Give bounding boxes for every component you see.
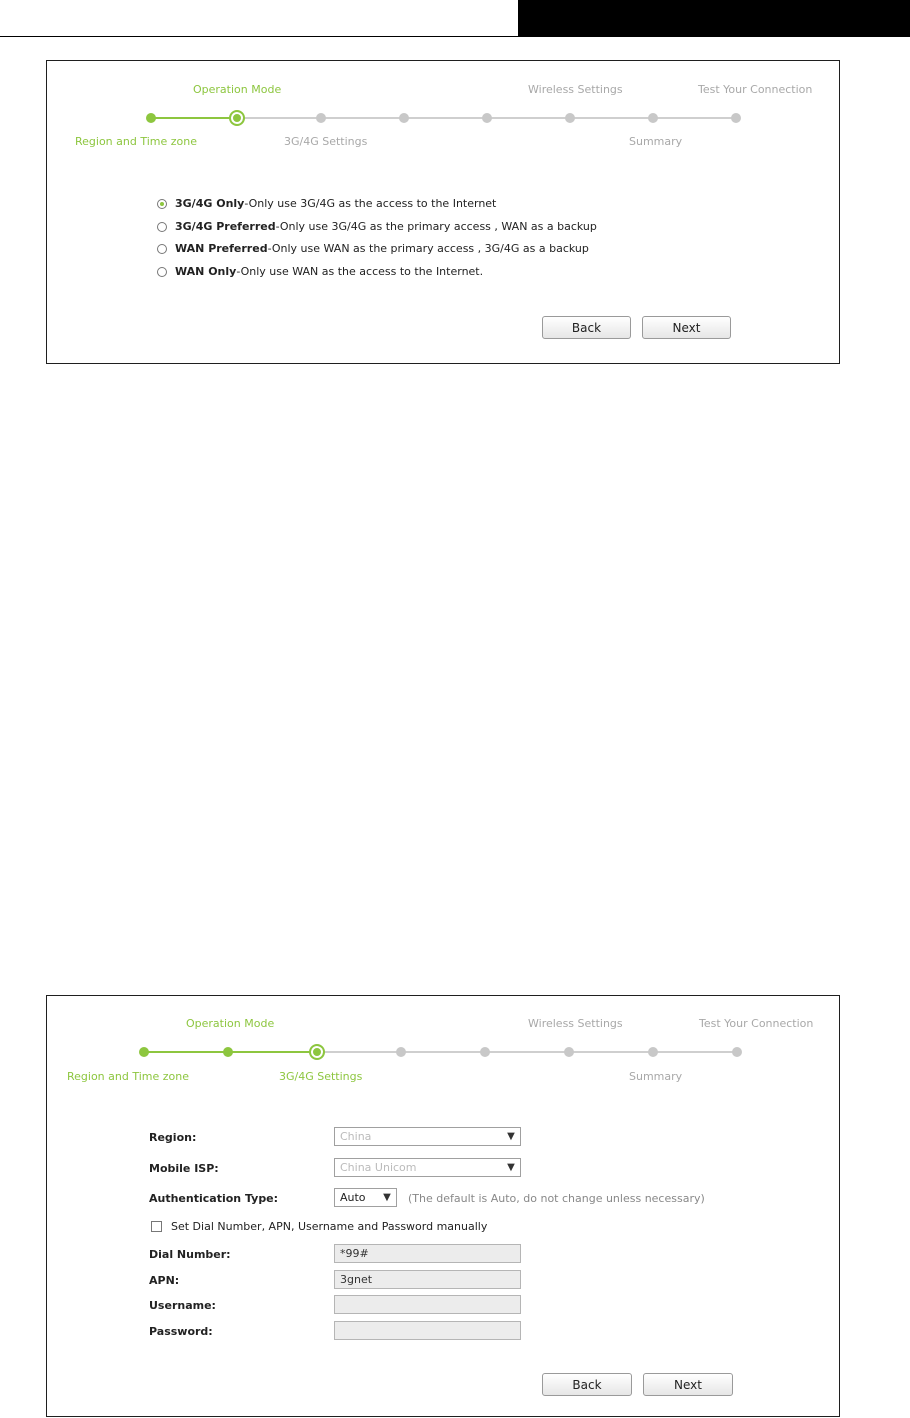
mobile-isp-select[interactable] xyxy=(334,1158,521,1177)
manual-config-label: Set Dial Number, APN, Username and Password manually xyxy=(171,1220,488,1233)
username-label: Username: xyxy=(149,1299,216,1312)
option-3g4g-only[interactable] xyxy=(157,197,496,210)
back-button[interactable]: Back xyxy=(542,1373,632,1396)
option-3g4g-preferred[interactable] xyxy=(157,220,597,233)
step-label-region: Region and Time zone xyxy=(67,1070,190,1083)
auth-type-select[interactable] xyxy=(334,1188,397,1207)
option-wan-only[interactable] xyxy=(157,265,483,278)
step-dot-4 xyxy=(399,113,409,123)
step-label-test-connection: Test Your Connection xyxy=(699,1017,814,1030)
step-dot-5 xyxy=(482,113,492,123)
dial-number-field[interactable]: *99# xyxy=(334,1244,521,1263)
step-dot-7 xyxy=(648,1047,658,1057)
radio-3g4g-only[interactable] xyxy=(157,199,167,209)
step-label-summary: Summary xyxy=(629,135,683,148)
step-label-wireless-settings: Wireless Settings xyxy=(528,83,623,96)
mobile-isp-label: Mobile ISP: xyxy=(149,1162,219,1175)
back-button[interactable]: Back xyxy=(542,316,631,339)
operation-mode-panel xyxy=(46,60,840,364)
radio-wan-only[interactable] xyxy=(157,267,167,277)
wizard-progress xyxy=(47,996,839,1106)
password-field[interactable] xyxy=(334,1321,521,1340)
step-dot-8 xyxy=(732,1047,742,1057)
radio-wan-preferred[interactable] xyxy=(157,244,167,254)
option-title: WAN Preferred xyxy=(175,242,268,255)
option-description: -Only use WAN as the primary access , 3G/4G as a backup xyxy=(267,242,589,255)
username-field[interactable] xyxy=(334,1295,521,1314)
step-label-3g4g-settings: 3G/4G Settings xyxy=(279,1070,363,1083)
region-label: Region: xyxy=(149,1131,197,1144)
password-label: Password: xyxy=(149,1325,213,1338)
step-label-operation-mode: Operation Mode xyxy=(193,83,282,96)
chevron-down-icon: ▼ xyxy=(383,1192,391,1203)
step-dot-6 xyxy=(565,113,575,123)
chevron-down-icon: ▼ xyxy=(507,1131,515,1142)
wizard-progress xyxy=(47,61,839,171)
option-wan-preferred[interactable] xyxy=(157,242,589,255)
step-dot-3 xyxy=(316,113,326,123)
chevron-down-icon: ▼ xyxy=(507,1162,515,1173)
step-label-wireless-settings: Wireless Settings xyxy=(528,1017,623,1030)
option-title: WAN Only xyxy=(175,265,237,278)
header-rule xyxy=(0,36,518,37)
next-button[interactable]: Next xyxy=(642,316,731,339)
header-black-bar xyxy=(518,0,910,37)
radio-3g4g-preferred[interactable] xyxy=(157,222,167,232)
apn-label: APN: xyxy=(149,1274,180,1287)
option-description: -Only use 3G/4G as the primary access , WAN as a backup xyxy=(275,220,597,233)
step-dot-5 xyxy=(480,1047,490,1057)
option-title: 3G/4G Only xyxy=(175,197,245,210)
step-dot-1 xyxy=(139,1047,149,1057)
step-label-region: Region and Time zone xyxy=(75,135,198,148)
next-button[interactable]: Next xyxy=(643,1373,733,1396)
auth-type-label: Authentication Type: xyxy=(149,1192,279,1205)
auth-type-value: Auto xyxy=(340,1191,366,1204)
option-title: 3G/4G Preferred xyxy=(175,220,276,233)
mobile-isp-value: China Unicom xyxy=(340,1161,417,1174)
step-dot-current xyxy=(309,1044,325,1060)
region-value: China xyxy=(340,1130,372,1143)
region-select[interactable] xyxy=(334,1127,521,1146)
manual-config-row[interactable] xyxy=(151,1220,487,1233)
step-label-summary: Summary xyxy=(629,1070,683,1083)
step-dot-current xyxy=(229,110,245,126)
step-label-3g4g-settings: 3G/4G Settings xyxy=(284,135,368,148)
step-dot-7 xyxy=(648,113,658,123)
step-dot-6 xyxy=(564,1047,574,1057)
step-label-test-connection: Test Your Connection xyxy=(698,83,813,96)
step-dot-4 xyxy=(396,1047,406,1057)
option-description: -Only use 3G/4G as the access to the Internet xyxy=(244,197,497,210)
step-dot-1 xyxy=(146,113,156,123)
auth-type-hint: (The default is Auto, do not change unless necessary) xyxy=(408,1192,705,1205)
step-label-operation-mode: Operation Mode xyxy=(186,1017,275,1030)
manual-config-checkbox[interactable] xyxy=(151,1221,162,1232)
step-dot-2 xyxy=(223,1047,233,1057)
apn-field[interactable]: 3gnet xyxy=(334,1270,521,1289)
3g4g-settings-panel xyxy=(46,995,840,1417)
option-description: -Only use WAN as the access to the Internet. xyxy=(236,265,484,278)
progress-line-done xyxy=(151,117,237,119)
step-dot-8 xyxy=(731,113,741,123)
dial-number-label: Dial Number: xyxy=(149,1248,231,1261)
progress-line-pending xyxy=(315,1051,738,1053)
